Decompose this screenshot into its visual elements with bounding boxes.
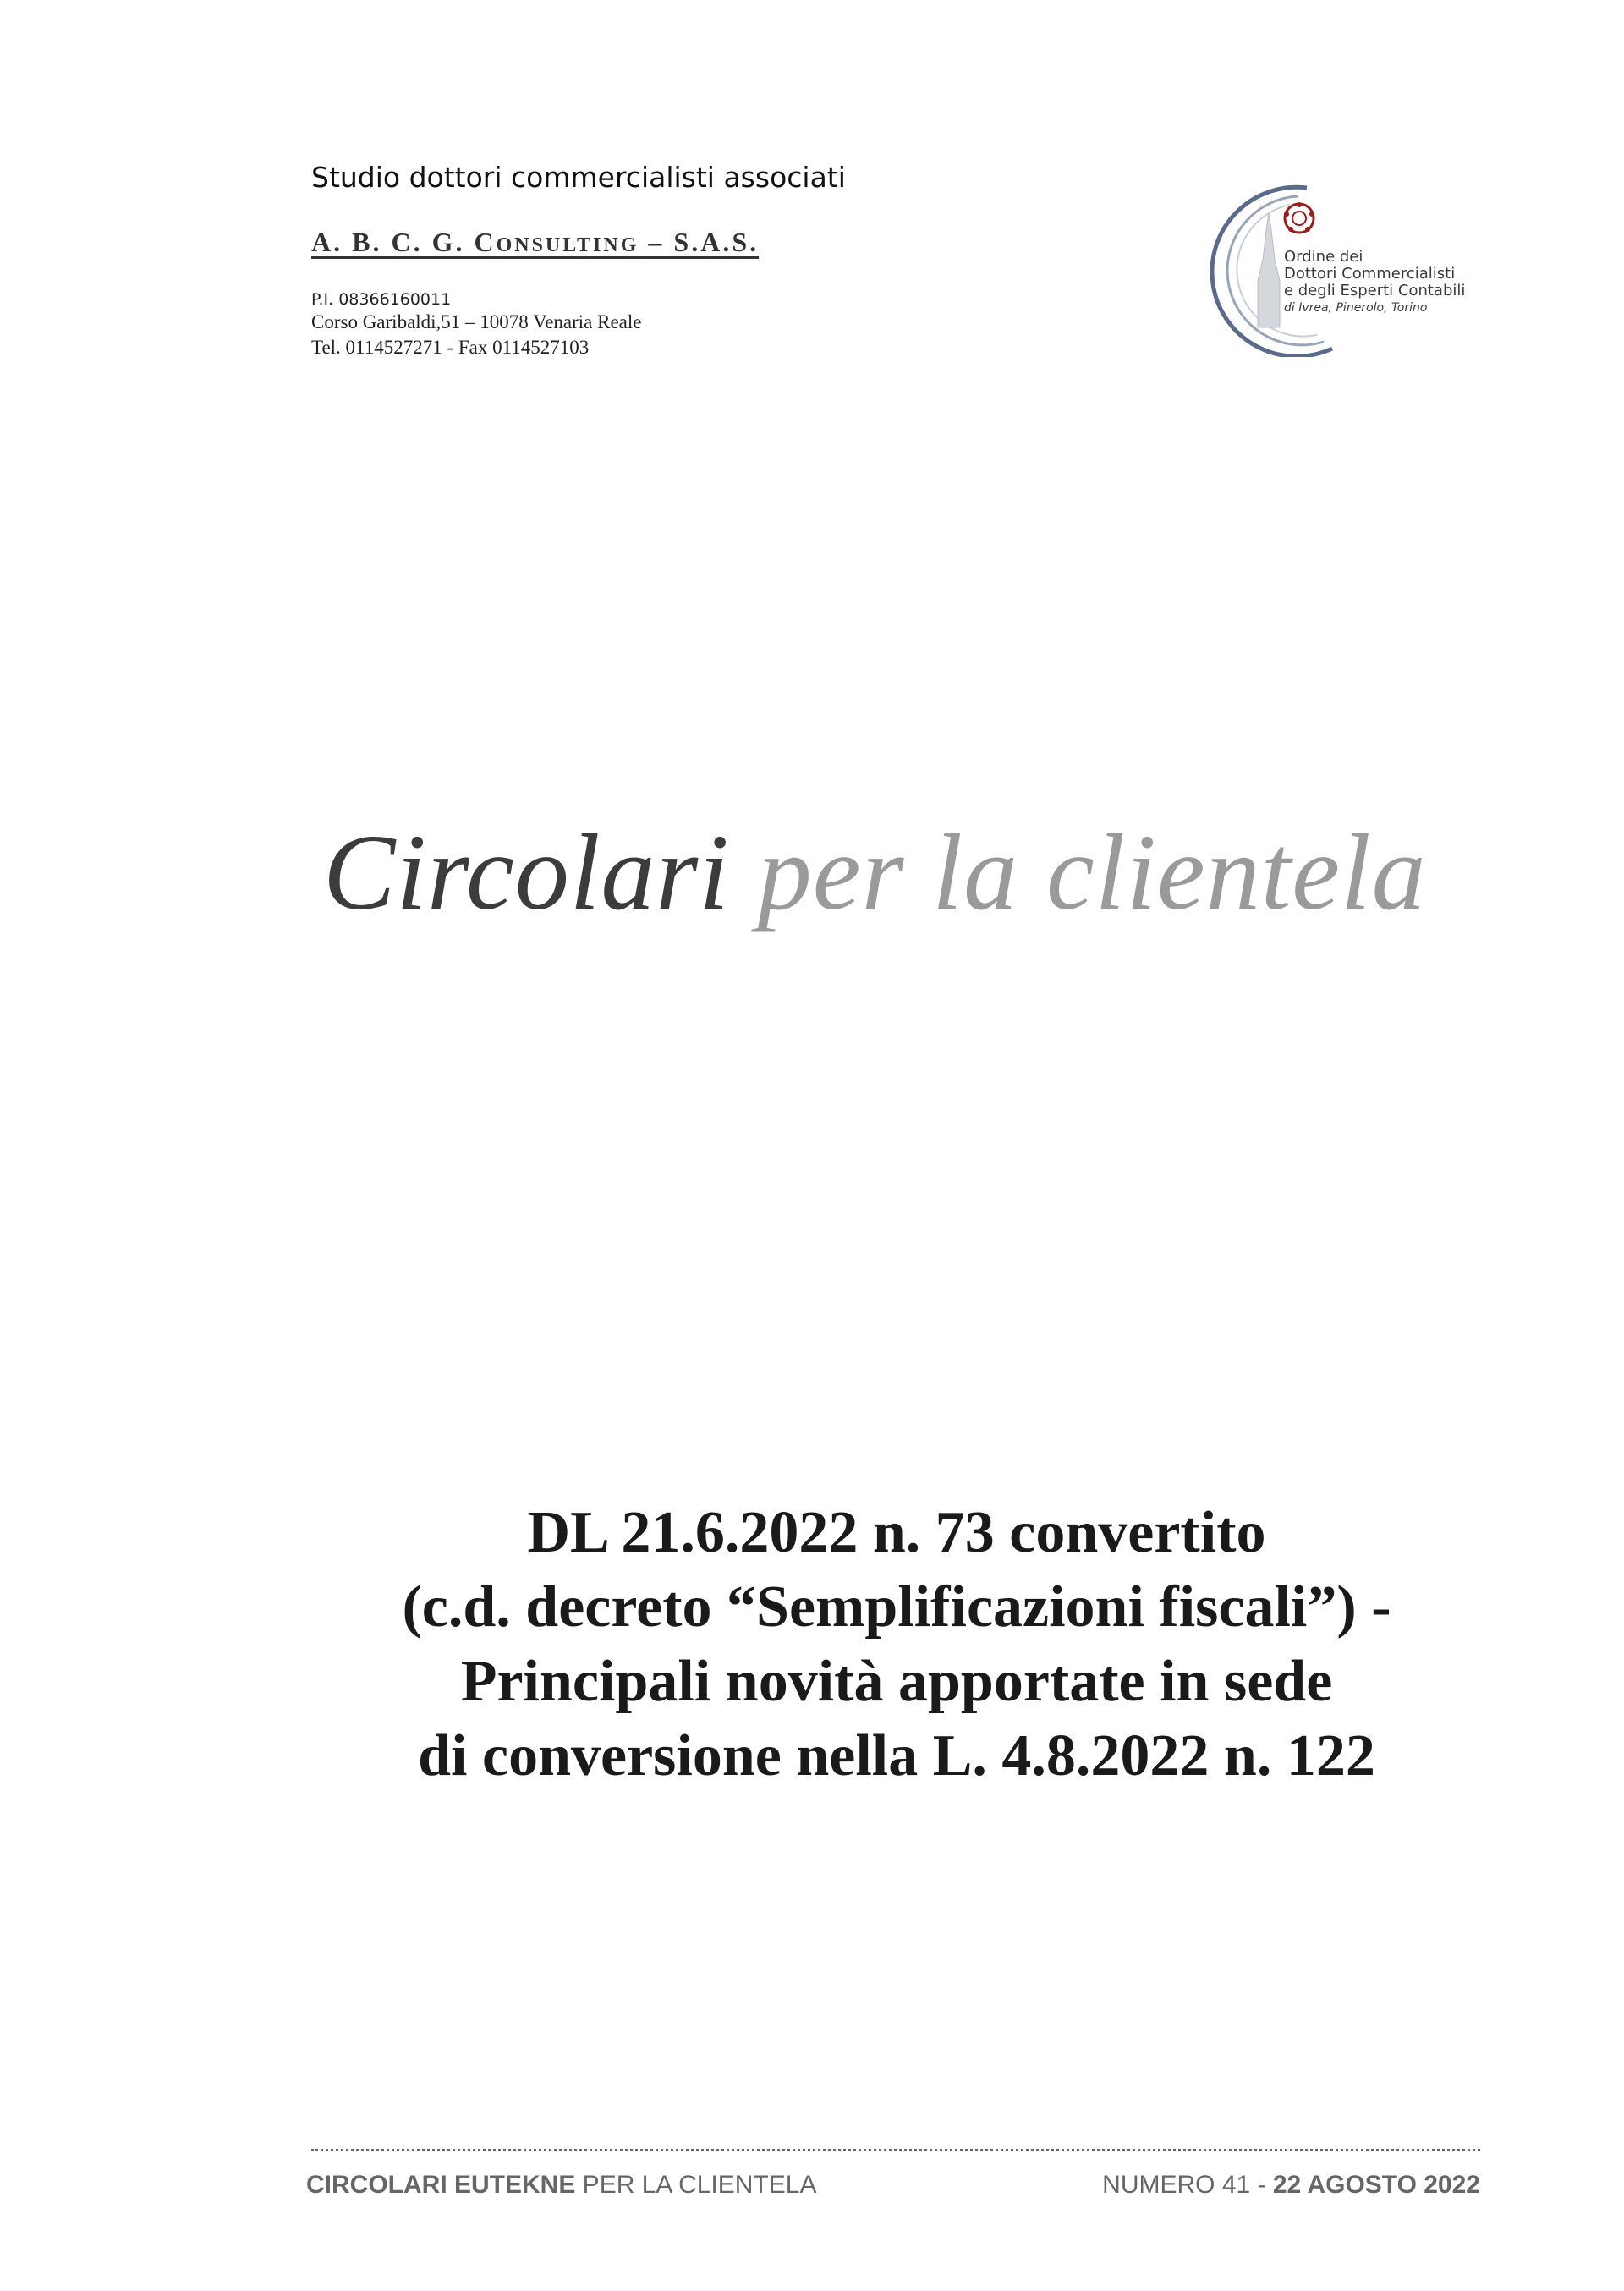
- order-name-line2: Dottori Commercialisti: [1284, 265, 1456, 283]
- subject-line-2: (c.d. decreto “Semplificazioni fiscali”) -: [402, 1574, 1391, 1640]
- order-logo: [1205, 179, 1476, 357]
- firm-name-smallcaps: ONSULTING: [496, 234, 639, 256]
- footer-publication-regular: PER LA CLIENTELA: [575, 2171, 817, 2199]
- firm-address: Corso Garibaldi,51 – 10078 Venaria Reale: [311, 311, 642, 332]
- subject-line-3: Principali novità apportate in sede: [460, 1649, 1333, 1714]
- circular-subject: [288, 1496, 1506, 1794]
- order-name-line1: Ordine dei: [1284, 248, 1363, 266]
- footer-publication: [306, 2171, 816, 2200]
- footer-publication-bold: CIRCOLARI EUTEKNE: [306, 2171, 576, 2199]
- subject-line-1: DL 21.6.2022 n. 73 convertito: [527, 1500, 1266, 1565]
- masthead-light: per la clientela: [729, 812, 1427, 932]
- order-name: [1284, 249, 1465, 316]
- footer-issue-number: NUMERO 41 -: [1102, 2171, 1273, 2199]
- footer-issue: [1102, 2171, 1480, 2200]
- subject-line-4: di conversione nella L. 4.8.2022 n. 122: [418, 1723, 1375, 1788]
- masthead-title: [323, 810, 1427, 935]
- footer-divider: [311, 2149, 1480, 2151]
- order-name-line4: di Ivrea, Pinerolo, Torino: [1284, 301, 1428, 315]
- masthead-dark: Circolari: [323, 812, 730, 932]
- firm-contacts: Tel. 0114527271 - Fax 0114527103: [311, 337, 590, 358]
- firm-name-suffix: – S.A.S.: [639, 227, 760, 257]
- vat-number: P.I. 08366160011: [311, 290, 452, 309]
- firm-name-prefix: A. B. C. G. C: [311, 227, 497, 257]
- order-name-line3: e degli Esperti Contabili: [1284, 282, 1466, 299]
- studio-tagline: Studio dottori commercialisti associati: [311, 161, 846, 194]
- footer-issue-date: 22 AGOSTO 2022: [1272, 2171, 1480, 2199]
- firm-name: [311, 227, 759, 258]
